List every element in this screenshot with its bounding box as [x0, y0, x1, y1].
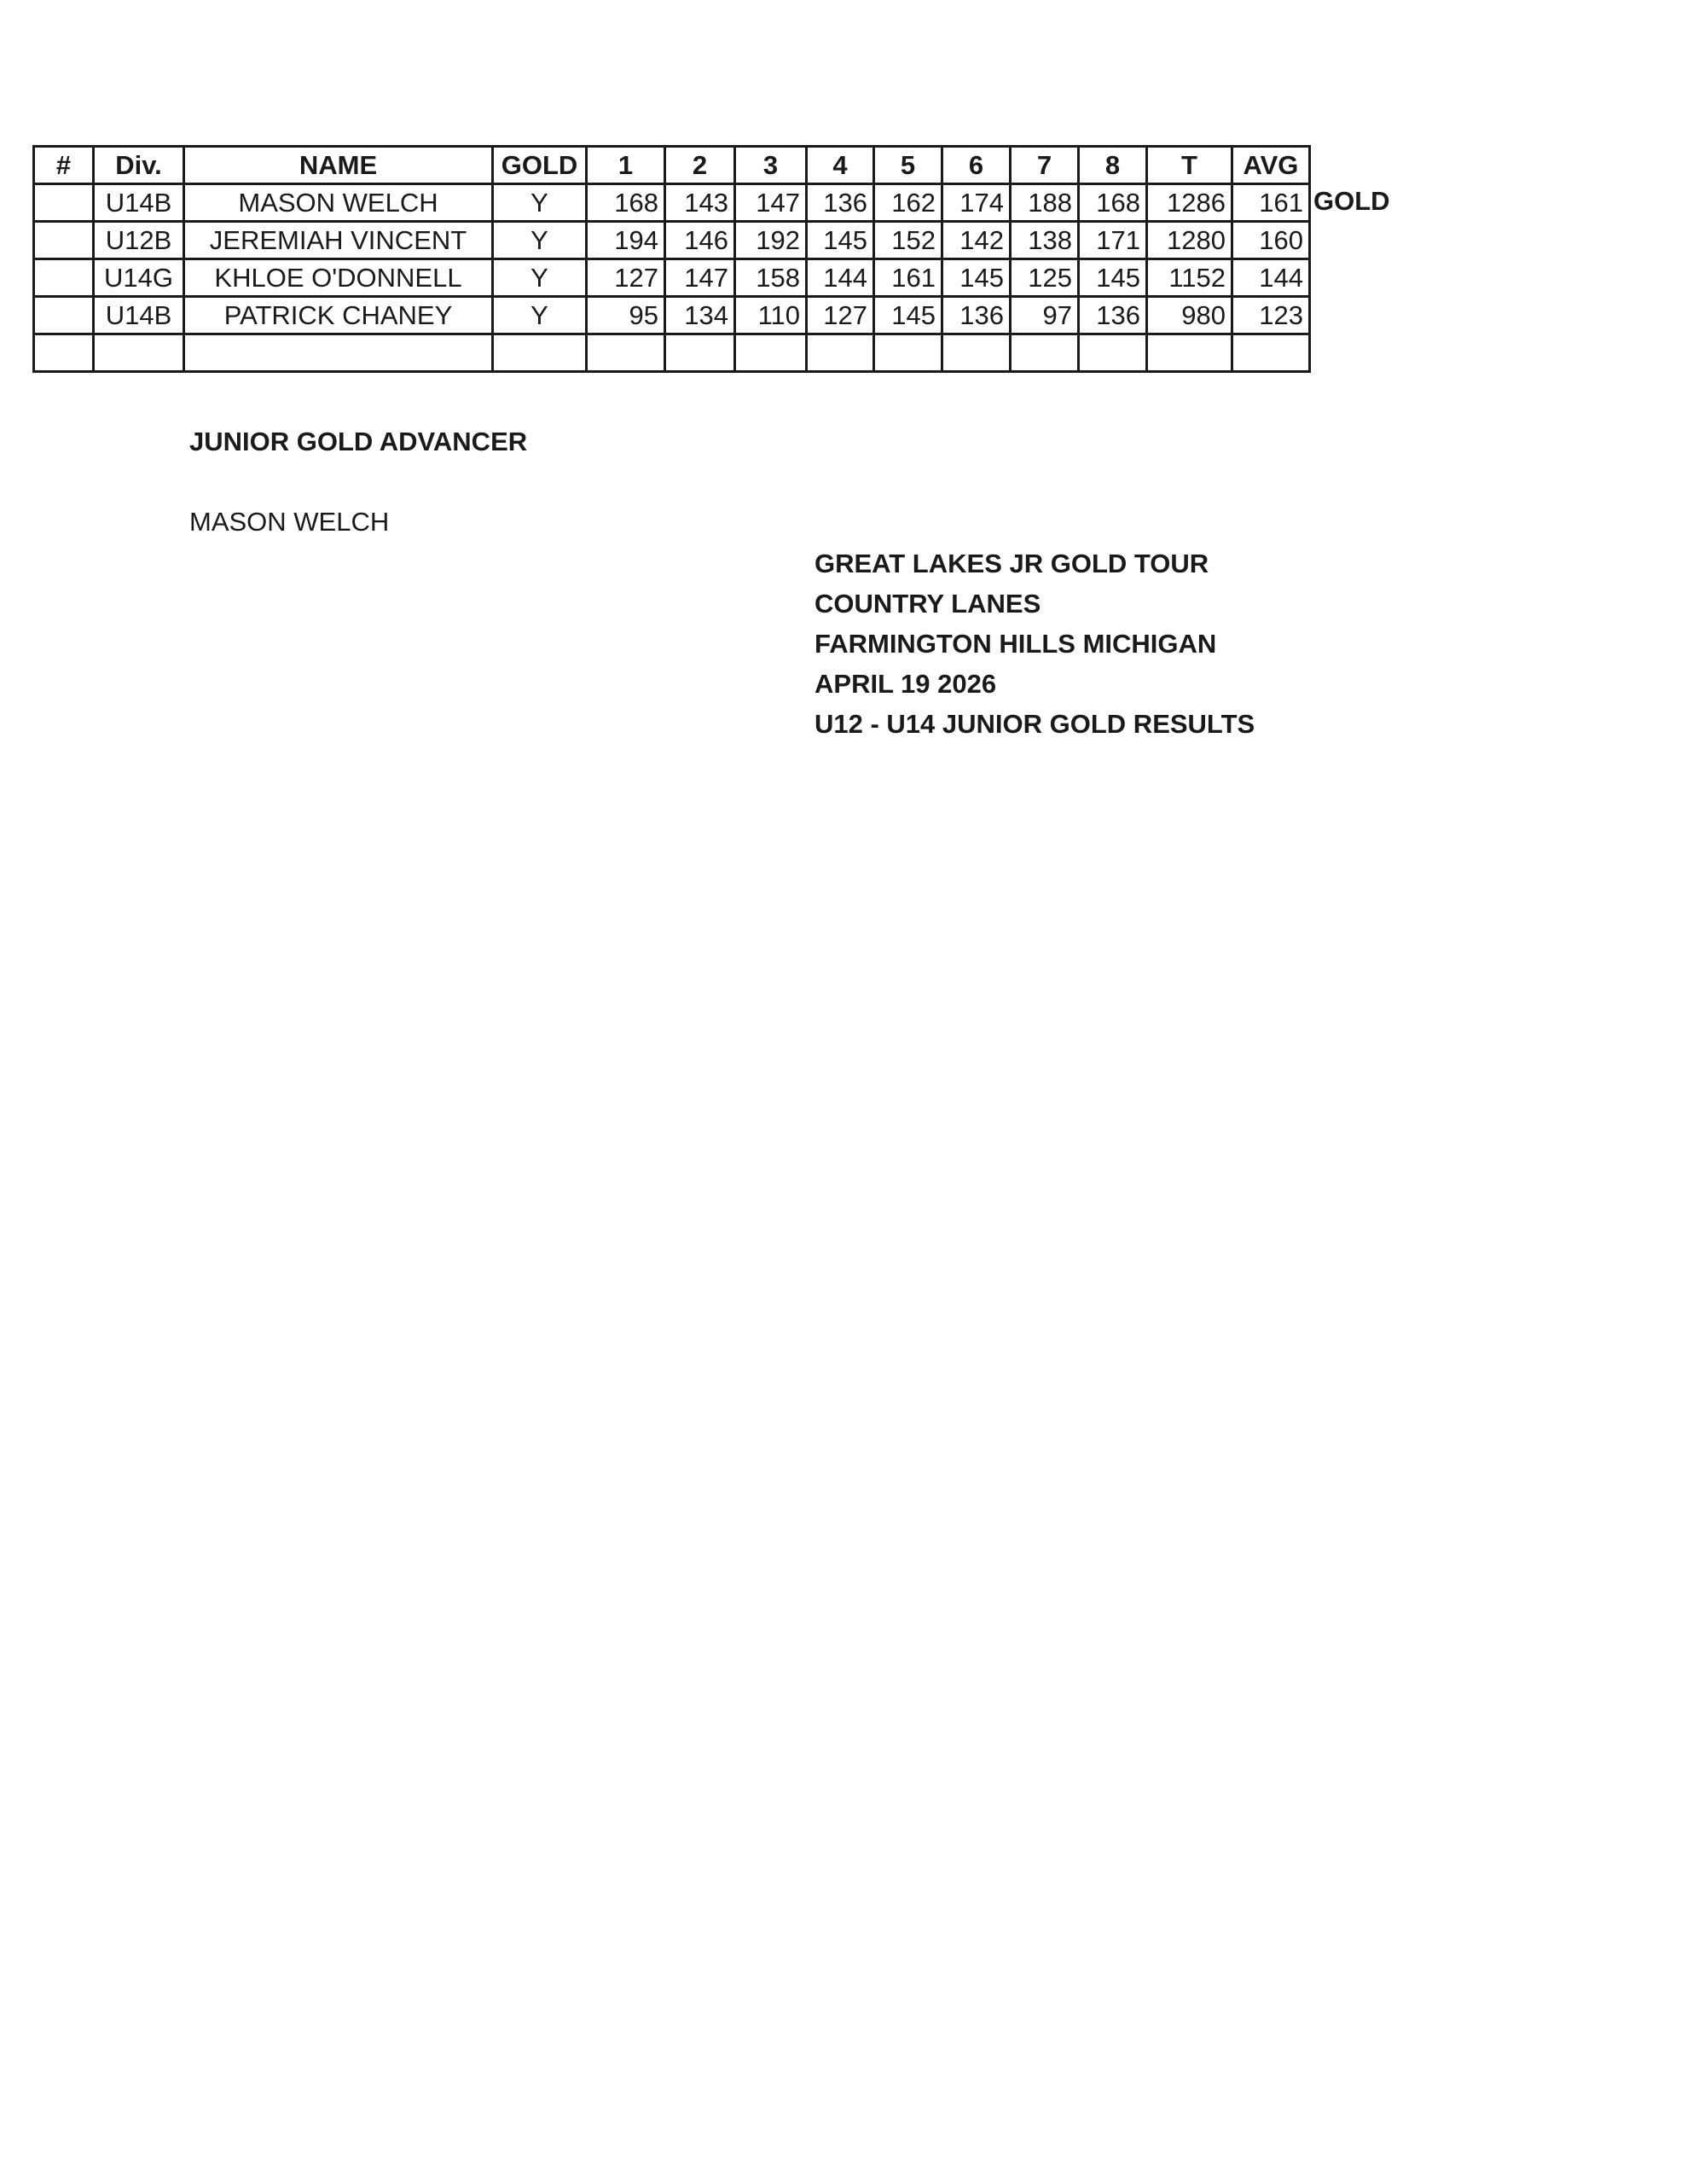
- cell-game-8: 168: [1079, 184, 1147, 222]
- cell-game-5: 152: [874, 222, 942, 259]
- cell-game-6: 145: [942, 259, 1011, 297]
- header-row: [34, 147, 1310, 184]
- cell-number: [34, 259, 94, 297]
- cell-game-3: [735, 334, 807, 372]
- cell-gold: Y: [493, 222, 587, 259]
- cell-game-3: 158: [735, 259, 807, 297]
- table-row-empty: [34, 334, 1310, 372]
- event-location: FARMINGTON HILLS MICHIGAN: [815, 629, 1217, 659]
- cell-name: PATRICK CHANEY: [184, 297, 493, 334]
- cell-game-7: 188: [1011, 184, 1079, 222]
- cell-number: [34, 184, 94, 222]
- cell-game-2: 143: [665, 184, 735, 222]
- cell-total: 980: [1147, 297, 1232, 334]
- cell-game-6: 174: [942, 184, 1011, 222]
- cell-division: [94, 334, 184, 372]
- cell-game-4: 136: [807, 184, 874, 222]
- cell-name: [184, 334, 493, 372]
- cell-division: U14B: [94, 184, 184, 222]
- cell-name: JEREMIAH VINCENT: [184, 222, 493, 259]
- cell-game-8: [1079, 334, 1147, 372]
- cell-game-4: 145: [807, 222, 874, 259]
- table-row: [34, 184, 1310, 222]
- cell-game-7: 125: [1011, 259, 1079, 297]
- advancer-name: MASON WELCH: [189, 507, 390, 537]
- cell-game-8: 145: [1079, 259, 1147, 297]
- results-table: [32, 145, 1311, 373]
- cell-game-1: 127: [587, 259, 665, 297]
- cell-game-6: 136: [942, 297, 1011, 334]
- cell-game-1: 168: [587, 184, 665, 222]
- cell-average: [1232, 334, 1310, 372]
- col-header-game-8: 8: [1079, 147, 1147, 184]
- cell-division: U14B: [94, 297, 184, 334]
- col-header-game-1: 1: [587, 147, 665, 184]
- cell-total: [1147, 334, 1232, 372]
- cell-game-5: 145: [874, 297, 942, 334]
- advancer-heading: JUNIOR GOLD ADVANCER: [189, 427, 528, 456]
- table-row: [34, 222, 1310, 259]
- cell-gold: Y: [493, 184, 587, 222]
- cell-total: 1286: [1147, 184, 1232, 222]
- cell-game-3: 192: [735, 222, 807, 259]
- event-info-block: [815, 543, 1255, 744]
- cell-game-4: 144: [807, 259, 874, 297]
- col-header-game-3: 3: [735, 147, 807, 184]
- cell-game-4: 127: [807, 297, 874, 334]
- cell-game-8: 136: [1079, 297, 1147, 334]
- cell-average: 160: [1232, 222, 1310, 259]
- cell-total: 1280: [1147, 222, 1232, 259]
- col-header-game-5: 5: [874, 147, 942, 184]
- col-header-game-4: 4: [807, 147, 874, 184]
- col-header-number: #: [34, 147, 94, 184]
- col-header-division: Div.: [94, 147, 184, 184]
- cell-game-6: [942, 334, 1011, 372]
- cell-game-3: 147: [735, 184, 807, 222]
- event-venue: COUNTRY LANES: [815, 589, 1041, 619]
- cell-average: 123: [1232, 297, 1310, 334]
- cell-game-1: 95: [587, 297, 665, 334]
- cell-name: KHLOE O'DONNELL: [184, 259, 493, 297]
- cell-game-3: 110: [735, 297, 807, 334]
- cell-name: MASON WELCH: [184, 184, 493, 222]
- cell-game-7: [1011, 334, 1079, 372]
- col-header-game-6: 6: [942, 147, 1011, 184]
- cell-number: [34, 297, 94, 334]
- event-title: U12 - U14 JUNIOR GOLD RESULTS: [815, 709, 1255, 739]
- cell-game-2: 147: [665, 259, 735, 297]
- cell-game-7: 138: [1011, 222, 1079, 259]
- table-row: [34, 297, 1310, 334]
- cell-game-2: [665, 334, 735, 372]
- cell-game-5: 161: [874, 259, 942, 297]
- event-tour: GREAT LAKES JR GOLD TOUR: [815, 549, 1209, 578]
- cell-game-5: [874, 334, 942, 372]
- col-header-game-7: 7: [1011, 147, 1079, 184]
- cell-game-7: 97: [1011, 297, 1079, 334]
- cell-game-4: [807, 334, 874, 372]
- cell-game-1: 194: [587, 222, 665, 259]
- col-header-gold: GOLD: [493, 147, 587, 184]
- cell-total: 1152: [1147, 259, 1232, 297]
- col-header-name: NAME: [184, 147, 493, 184]
- cell-game-2: 146: [665, 222, 735, 259]
- col-header-average: AVG: [1232, 147, 1310, 184]
- table-row: [34, 259, 1310, 297]
- cell-gold: Y: [493, 297, 587, 334]
- event-date: APRIL 19 2026: [815, 669, 997, 699]
- cell-average: 161: [1232, 184, 1310, 222]
- cell-game-8: 171: [1079, 222, 1147, 259]
- cell-gold: Y: [493, 259, 587, 297]
- cell-gold: [493, 334, 587, 372]
- col-header-total: T: [1147, 147, 1232, 184]
- cell-game-2: 134: [665, 297, 735, 334]
- cell-game-6: 142: [942, 222, 1011, 259]
- cell-game-5: 162: [874, 184, 942, 222]
- cell-division: U12B: [94, 222, 184, 259]
- col-header-game-2: 2: [665, 147, 735, 184]
- gold-row-marker: GOLD: [1313, 186, 1390, 216]
- cell-number: [34, 334, 94, 372]
- cell-average: 144: [1232, 259, 1310, 297]
- cell-number: [34, 222, 94, 259]
- cell-division: U14G: [94, 259, 184, 297]
- cell-game-1: [587, 334, 665, 372]
